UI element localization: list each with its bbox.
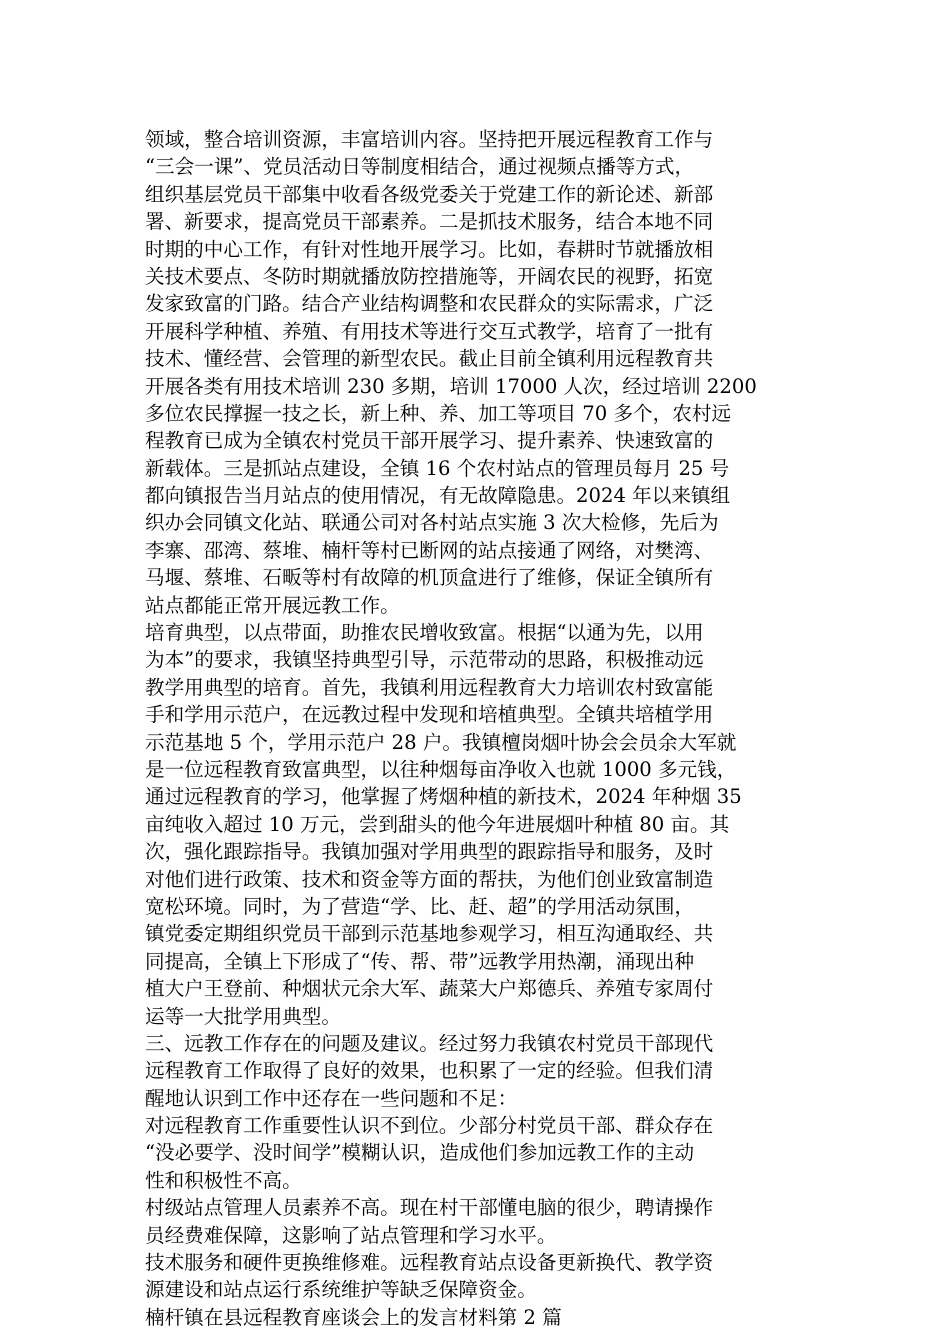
text-line: 运等一大批学用典型。 bbox=[145, 1004, 341, 1028]
text-line: 发家致富的门路。结合产业结构调整和农民群众的实际需求，广泛 bbox=[145, 292, 714, 316]
text-line: 楠杆镇在县远程教育座谈会上的发言材料第 2 篇 bbox=[145, 1305, 562, 1329]
text-line: 为本”的要求，我镇坚持典型引导，示范带动的思路，积极推动远 bbox=[145, 648, 704, 672]
paragraph bbox=[145, 619, 810, 1030]
paragraph bbox=[145, 1249, 810, 1304]
document-body bbox=[145, 126, 810, 1331]
text-line: 织办会同镇文化站、联通公司对各村站点实施 3 次大检修，先后为 bbox=[145, 511, 719, 535]
text-line: 领域，整合培训资源，丰富培训内容。坚持把开展远程教育工作与 bbox=[145, 128, 714, 151]
text-line: 次，强化跟踪指导。我镇加强对学用典型的跟踪指导和服务，及时 bbox=[145, 840, 714, 864]
text-line: 都向镇报告当月站点的使用情况，有无故障隐患。2024 年以来镇组 bbox=[145, 484, 731, 508]
text-line: 对远程教育工作重要性认识不到位。少部分村党员干部、群众存在 bbox=[145, 1114, 714, 1138]
text-line: 植大户王登前、种烟状元余大军、蔬菜大户郑德兵、养殖专家周付 bbox=[145, 977, 714, 1001]
text-line: 程教育已成为全镇农村党员干部开展学习、提升素养、快速致富的 bbox=[145, 429, 714, 453]
text-line: 醒地认识到工作中还存在一些问题和不足： bbox=[145, 1086, 518, 1110]
text-line: 新载体。三是抓站点建设，全镇 16 个农村站点的管理员每月 25 号 bbox=[145, 456, 730, 480]
text-line: 亩纯收入超过 10 万元，尝到甜头的他今年进展烟叶种植 80 亩。其 bbox=[145, 812, 730, 836]
text-line: 开展科学种植、养殖、有用技术等进行交互式教学，培育了一批有 bbox=[145, 319, 714, 343]
text-line: 镇党委定期组织党员干部到示范基地参观学习，相互沟通取经、共 bbox=[145, 922, 714, 946]
paragraph bbox=[145, 1194, 810, 1249]
text-line: 开展各类有用技术培训 230 多期，培训 17000 人次，经过培训 2200 bbox=[145, 374, 757, 398]
text-line: 示范基地 5 个，学用示范户 28 户。我镇檀岗烟叶协会会员余大军就 bbox=[145, 730, 737, 754]
text-line: 员经费难保障，这影响了站点管理和学习水平。 bbox=[145, 1223, 557, 1247]
paragraph bbox=[145, 1304, 810, 1331]
text-line: 手和学用示范户，在远教过程中发现和培植典型。全镇共培植学用 bbox=[145, 703, 714, 727]
paragraph bbox=[145, 126, 810, 619]
text-line: 技术、懂经营、会管理的新型农民。截止目前全镇利用远程教育共 bbox=[145, 347, 714, 371]
text-line: 多位农民撑握一技之长，新上种、养、加工等项目 70 多个，农村远 bbox=[145, 401, 732, 425]
paragraph bbox=[145, 1112, 810, 1194]
text-line: 李寨、邵湾、蔡堆、楠杆等村已断网的站点接通了网络，对樊湾、 bbox=[145, 538, 714, 562]
paragraph bbox=[145, 1030, 810, 1112]
text-line: 马堰、蔡堆、石畈等村有故障的机顶盒进行了维修，保证全镇所有 bbox=[145, 566, 714, 590]
text-line: 通过远程教育的学习，他掌握了烤烟种植的新技术，2024 年种烟 35 bbox=[145, 785, 742, 809]
text-line: 村级站点管理人员素养不高。现在村干部懂电脑的很少，聘请操作 bbox=[145, 1196, 714, 1220]
text-line: 技术服务和硬件更换维修难。远程教育站点设备更新换代、教学资 bbox=[145, 1251, 714, 1275]
text-line: 三、远教工作存在的问题及建议。经过努力我镇农村党员干部现代 bbox=[145, 1031, 714, 1055]
text-line: 是一位远程教育致富典型，以往种烟每亩净收入也就 1000 多元钱， bbox=[145, 757, 737, 781]
text-line: 同提高，全镇上下形成了“传、帮、带”远教学用热潮，涌现出种 bbox=[145, 949, 695, 973]
text-line: “没必要学、没时间学”模糊认识，造成他们参加远教工作的主动 bbox=[145, 1141, 695, 1165]
text-line: 教学用典型的培育。首先，我镇利用远程教育大力培训农村致富能 bbox=[145, 675, 714, 699]
text-line: 源建设和站点运行系统维护等缺乏保障资金。 bbox=[145, 1278, 537, 1302]
text-line: 远程教育工作取得了良好的效果，也积累了一定的经验。但我们清 bbox=[145, 1059, 714, 1083]
text-line: 署、新要求，提高党员干部素养。二是抓技术服务，结合本地不同 bbox=[145, 210, 714, 234]
text-line: 性和积极性不高。 bbox=[145, 1168, 302, 1192]
text-line: 培育典型，以点带面，助推农民增收致富。根据“以通为先，以用 bbox=[145, 621, 704, 645]
text-line: 组织基层党员干部集中收看各级党委关于党建工作的新论述、新部 bbox=[145, 182, 714, 206]
text-line: 关技术要点、冬防时期就播放防控措施等，开阔农民的视野，拓宽 bbox=[145, 264, 714, 288]
text-line: “三会一课”、党员活动日等制度相结合，通过视频点播等方式， bbox=[145, 155, 695, 179]
text-line: 宽松环境。同时，为了营造“学、比、赶、超”的学用活动氛围， bbox=[145, 894, 695, 918]
text-line: 站点都能正常开展远教工作。 bbox=[145, 593, 400, 617]
text-line: 时期的中心工作，有针对性地开展学习。比如，春耕时节就播放相 bbox=[145, 237, 714, 261]
text-line: 对他们进行政策、技术和资金等方面的帮扶，为他们创业致富制造 bbox=[145, 867, 714, 891]
